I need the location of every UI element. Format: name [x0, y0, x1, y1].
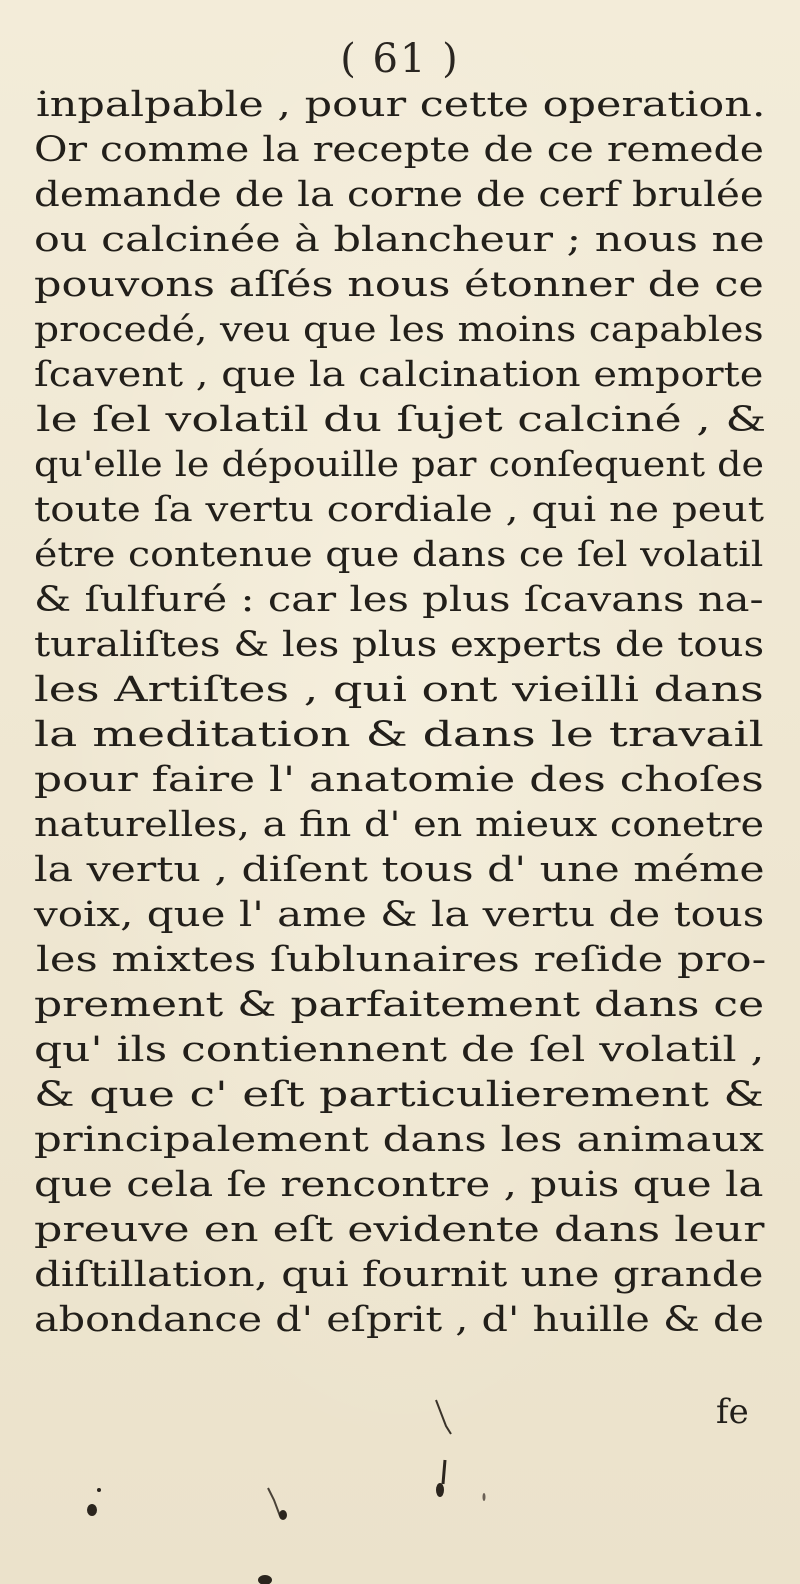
text-line: diſtillation, qui fournit une grande: [34, 1255, 764, 1295]
text-line: voix, que l' ame & la vertu de tous: [34, 895, 765, 935]
text-line: étre contenue que dans ce ſel volatil: [34, 535, 764, 575]
text-line: la meditation & dans le travail: [34, 715, 764, 755]
text-line: pour faire l' anatomie des choſes: [34, 760, 764, 800]
text-line: la vertu , diſent tous d' une méme: [34, 850, 765, 890]
text-line: le ſel volatil du ſujet calciné , &: [36, 400, 767, 440]
text-line: preuve en eſt evidente dans leur: [34, 1210, 765, 1250]
catchword: fe: [716, 1392, 749, 1432]
text-line: ſcavent , que la calcination emporte: [34, 355, 764, 395]
text-line: procedé, veu que les moins capables: [34, 310, 764, 350]
text-line: toute ſa vertu cordiale , qui ne peut: [34, 490, 764, 530]
text-line: principalement dans les animaux: [34, 1120, 764, 1160]
text-line: Or comme la recepte de ce remede: [34, 130, 764, 170]
page-number: ( 61 ): [340, 36, 460, 82]
text-line: les Artiſtes , qui ont vieilli dans: [34, 670, 764, 710]
text-line: ou calcinée à blancheur ; nous ne: [34, 220, 765, 260]
text-line: demande de la corne de cerf brulée: [34, 175, 764, 215]
text-line: naturelles, a fin d' en mieux conetre: [34, 805, 765, 845]
text-line: pouvons aſſés nous étonner de ce: [34, 265, 764, 305]
text-line: les mixtes ſublunaires reſide pro-: [36, 940, 767, 980]
text-line: prement & parfaitement dans ce: [34, 985, 765, 1025]
text-line: abondance d' eſprit , d' huille & de: [34, 1300, 764, 1340]
text-line: & que c' eſt particulierement &: [34, 1075, 765, 1115]
text-line: qu' ils contiennent de ſel volatil ,: [34, 1030, 765, 1070]
text-line: turaliſtes & les plus experts de tous: [34, 625, 765, 665]
text-line: qu'elle le dépouille par conſequent de: [34, 445, 765, 485]
text-line: & ſulfuré : car les plus ſcavans na-: [34, 580, 764, 620]
text-line: inpalpable , pour cette operation.: [36, 85, 766, 125]
text-line: que cela ſe rencontre , puis que la: [34, 1165, 764, 1205]
